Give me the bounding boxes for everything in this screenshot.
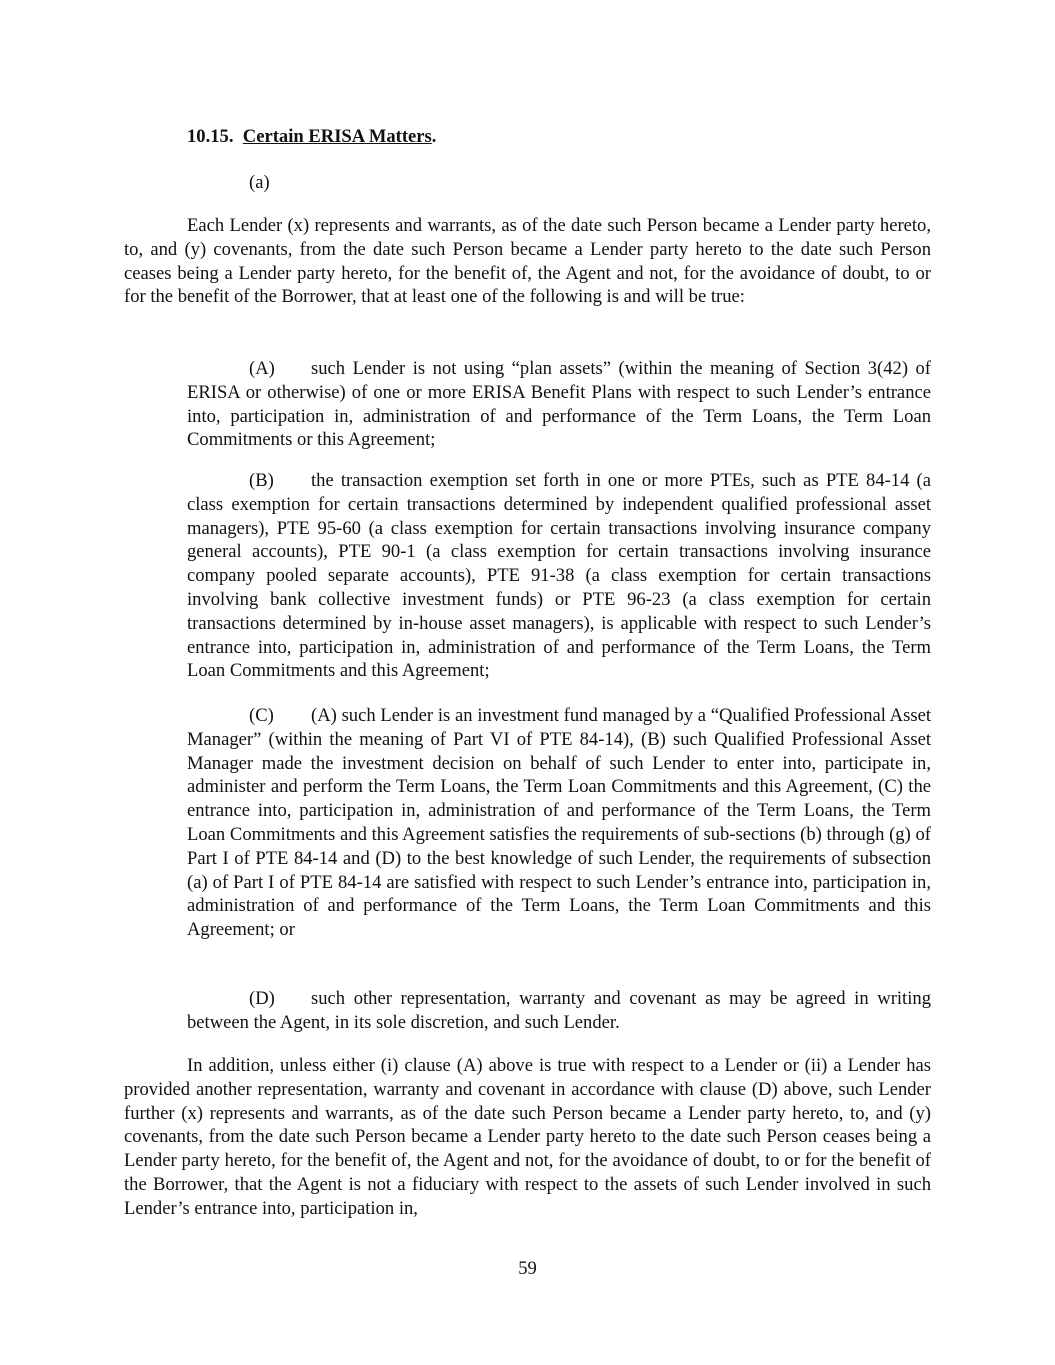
intro-paragraph: Each Lender (x) represents and warrants, as of the date such Person became a Lender party hereto, to, and (y) covenants, from the date such Person became a Lender party hereto to the date such Person ceases being a Lender party hereto, for the benefit of, the Agent and not, for the avoidance of doubt, to or for the benefit of the Borrower, that at least one of the following is and will be true: <box>124 215 931 308</box>
clause-text: such Lender is not using “plan assets” (within the meaning of Section 3(42) of ERISA or otherwise) of one or more ERISA Benefit Plans with respect to such Lender’s entrance into, participation in, administration of and performance of the Term Loans, the Term Loan Commitments or this Agreement; <box>187 358 931 451</box>
clause-text: (A) such Lender is an investment fund managed by a “Qualified Professional Asset Manager” (within the meaning of Part VI of PTE 84-14), (B) such Qualified Professional Asset Manager made the investment decision on behalf of such Lender to enter into, participate in, administer and perform the Term Loans, the Term Loan Commitments and this Agreement, (C) the entrance into, participation in, administration of and performance of the Term Loans, the Term Loan Commitments and this Agreement satisfies the requirements of sub-sections (b) through (g) of Part I of PTE 84-14 and (D) to the best knowledge of such Lender, the requirements of subsection (a) of Part I of PTE 84-14 are satisfied with respect to such Lender’s entrance into, participation in, administration of and performance of the Term Loans, the Term Loan Commitments and this Agreement; or <box>187 705 931 941</box>
clause-text: such other representation, warranty and covenant as may be agreed in writing between the Agent, in its sole discretion, and such Lender. <box>187 988 931 1033</box>
page-number: 59 <box>518 1258 537 1279</box>
section-heading <box>187 125 436 149</box>
clause-d <box>187 987 931 1035</box>
clause-text: the transaction exemption set forth in one or more PTEs, such as PTE 84-14 (a class exemption for certain transactions determined by independent qualified professional asset managers), PTE 95-60 (a class exemption for certain transactions involving insurance company general accounts), PTE 90-1 (a class exemption for certain transactions involving insurance company pooled separate accounts), PTE 91-38 (a class exemption for certain transactions involving bank collective investment funds) or PTE 96-23 (a class exemption for certain transactions determined by in-house asset managers), is applicable with respect to such Lender’s entrance into, participation in, administration of and performance of the Term Loans, the Term Loan Commitments and this Agreement; <box>187 470 931 682</box>
section-title-period: . <box>431 126 437 147</box>
clause-b <box>187 469 931 683</box>
subsection-label: (a) <box>249 172 270 193</box>
section-number: 10.15. <box>187 126 234 147</box>
clause-c <box>187 704 931 942</box>
section-title: Certain ERISA Matters <box>242 126 432 147</box>
clause-label: (C) <box>249 705 274 726</box>
closing-paragraph: In addition, unless either (i) clause (A) above is true with respect to a Lender or (ii) a Lender has provided another representation, warranty and covenant in accordance with clause (D) above, such Lender further (x) represents and warrants, as of the date such Person became a Lender party hereto, to, and (y) covenants, from the date such Person became a Lender party hereto to the date such Person ceases being a Lender party hereto, for the benefit of, the Agent and not, for the avoidance of doubt, to or for the benefit of the Borrower, that the Agent is not a fiduciary with respect to the assets of such Lender involved in such Lender’s entrance into, participation in, <box>124 1055 931 1219</box>
clause-label: (B) <box>249 470 274 491</box>
clause-a <box>187 357 931 452</box>
clause-label: (A) <box>249 358 275 379</box>
clause-label: (D) <box>249 988 275 1009</box>
